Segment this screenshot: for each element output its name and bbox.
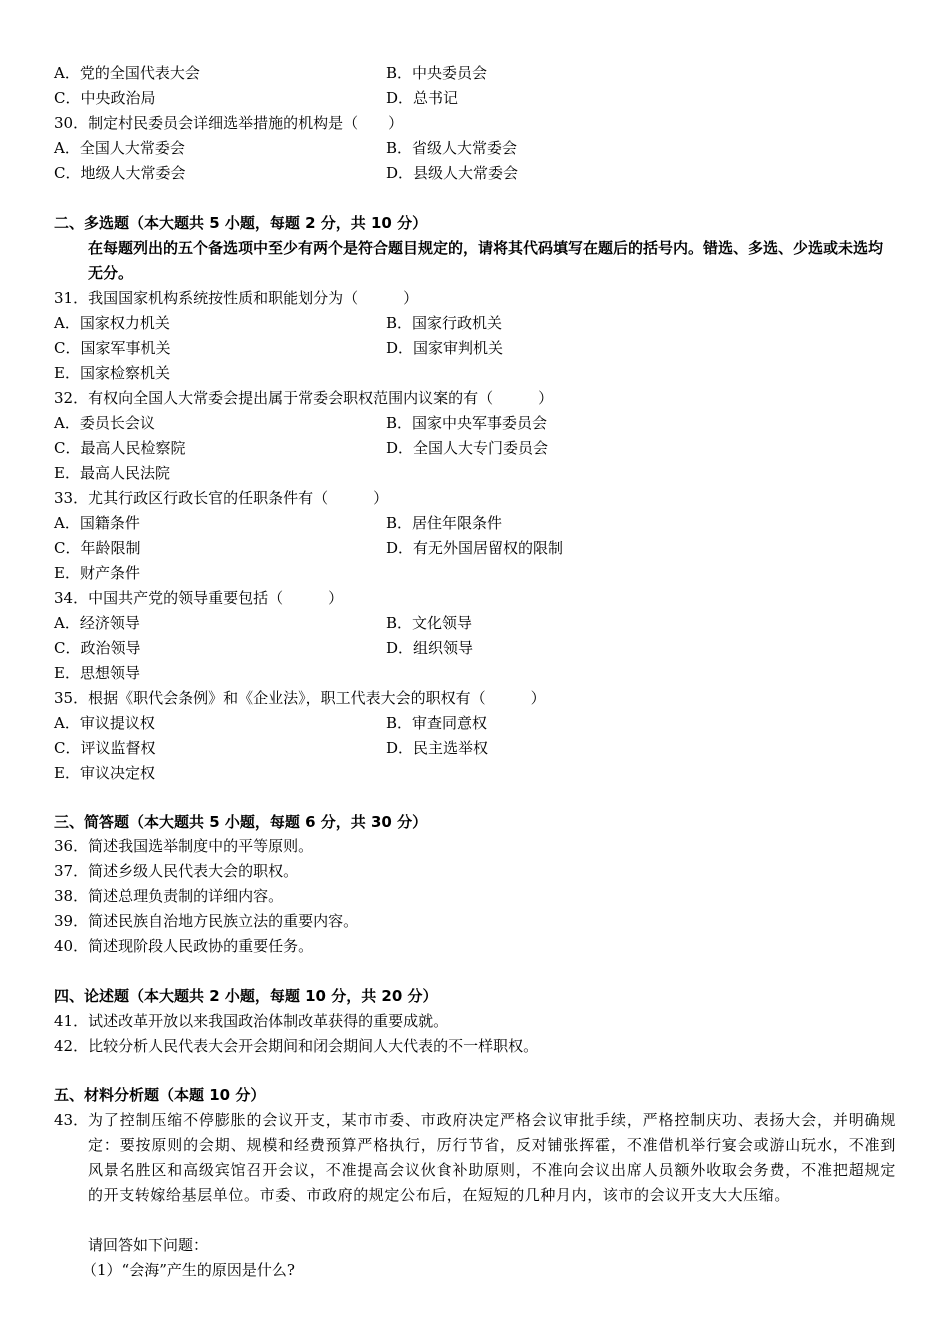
q35-option-e: E．审议决定权 (54, 764, 155, 782)
q29-option-d: D．总书记 (386, 89, 459, 107)
q31-option-b: B．国家行政机关 (386, 314, 503, 332)
q32-option-c: C．最高人民检察院 (54, 439, 186, 457)
q30-option-c: C．地级人大常委会 (54, 164, 186, 182)
q40: 40．简述现阶段人民政协的重要任务。 (54, 937, 314, 955)
q31-stem: 31．我国国家机构系统按性质和职能划分为（ ） (54, 289, 419, 307)
q42: 42．比较分析人民代表大会开会期间和闭会期间人大代表的不一样职权。 (54, 1037, 539, 1055)
q43-subquestion-1: （1）“会海”产生的原因是什么? (82, 1261, 295, 1279)
q34-option-b: B．文化领导 (386, 614, 473, 632)
q34-option-d: D．组织领导 (386, 639, 474, 657)
q31-option-a: A．国家权力机关 (54, 314, 170, 332)
q41: 41．试述改革开放以来我国政治体制改革获得的重要成就。 (54, 1012, 449, 1030)
q34-option-a: A．经济领导 (54, 614, 140, 632)
q30-option-b: B．省级人大常委会 (386, 139, 518, 157)
section5-heading: 五、材料分析题（本题 10 分） (54, 1086, 266, 1104)
q30-option-d: D．县级人大常委会 (386, 164, 519, 182)
q33-option-a: A．国籍条件 (54, 514, 140, 532)
q33-option-b: B．居住年限条件 (386, 514, 503, 532)
q35-option-a: A．审议提议权 (54, 714, 155, 732)
q31-option-c: C．国家军事机关 (54, 339, 171, 357)
q39: 39．简述民族自治地方民族立法的重要内容。 (54, 912, 359, 930)
q32-stem: 32．有权向全国人大常委会提出属于常委会职权范围内议案的有（ ） (54, 389, 554, 407)
q30-option-a: A．全国人大常委会 (54, 139, 185, 157)
q30-stem: 30．制定村民委员会详细选举措施的机构是（ ） (54, 114, 404, 132)
q36: 36．简述我国选举制度中的平等原则。 (54, 837, 314, 855)
q35-option-b: B．审查同意权 (386, 714, 488, 732)
q29-option-c: C．中央政治局 (54, 89, 156, 107)
q38: 38．简述总理负责制的详细内容。 (54, 887, 284, 905)
section2-heading: 二、多选题（本大题共 5 小题，每题 2 分，共 10 分） (54, 214, 428, 232)
q33-stem: 33．尤其行政区行政长官的任职条件有（ ） (54, 489, 389, 507)
q32-option-d: D．全国人大专门委员会 (386, 439, 549, 457)
q34-stem: 34．中国共产党的领导重要包括（ ） (54, 589, 344, 607)
q34-option-c: C．政治领导 (54, 639, 141, 657)
q35-stem: 35．根据《职代会条例》和《企业法》，职工代表大会的职权有（ ） (54, 689, 546, 707)
q32-option-b: B．国家中央军事委员会 (386, 414, 548, 432)
section3-heading: 三、简答题（本大题共 5 小题，每题 6 分，共 30 分） (54, 813, 428, 831)
q35-option-c: C．评议监督权 (54, 739, 156, 757)
q32-option-e: E．最高人民法院 (54, 464, 170, 482)
section4-heading: 四、论述题（本大题共 2 小题，每题 10 分，共 20 分） (54, 987, 438, 1005)
q33-option-e: E．财产条件 (54, 564, 140, 582)
q43-material: 为了控制压缩不停膨胀的会议开支，某市市委、市政府决定严格会议审批手续，严格控制庆功、表扬大会，并明确规定：要按原则的会期、规模和经费预算严格执行，厉行节省，反对铺张挥霍，不准借机举行宴会或游山玩水，不准到风景名胜区和高级宾馆召开会议，不准提高会议伙食补助原则，不准向会议出席人员额外收取会务费，不准把超规定的开支转嫁给基层单位。市委、市政府的规定公布后，在短短的几种月内，该市的会议开支大大压缩。 (88, 1111, 896, 1204)
q31-option-d: D．国家审判机关 (386, 339, 504, 357)
q43-number: 43． (54, 1111, 89, 1129)
q34-option-e: E．思想领导 (54, 664, 140, 682)
q35-option-d: D．民主选举权 (386, 739, 489, 757)
q31-option-e: E．国家检察机关 (54, 364, 170, 382)
q29-option-a: A．党的全国代表大会 (54, 64, 200, 82)
q43-prompt: 请回答如下问题： (88, 1236, 209, 1254)
q33-option-c: C．年龄限制 (54, 539, 141, 557)
q33-option-d: D．有无外国居留权的限制 (386, 539, 564, 557)
q29-option-b: B．中央委员会 (386, 64, 488, 82)
q32-option-a: A．委员长会议 (54, 414, 155, 432)
q37: 37．简述乡级人民代表大会的职权。 (54, 862, 299, 880)
section2-instruction: 在每题列出的五个备选项中至少有两个是符合题目规定的，请将其代码填写在题后的括号内。错选、多选、少选或未选均无分。 (88, 239, 884, 282)
